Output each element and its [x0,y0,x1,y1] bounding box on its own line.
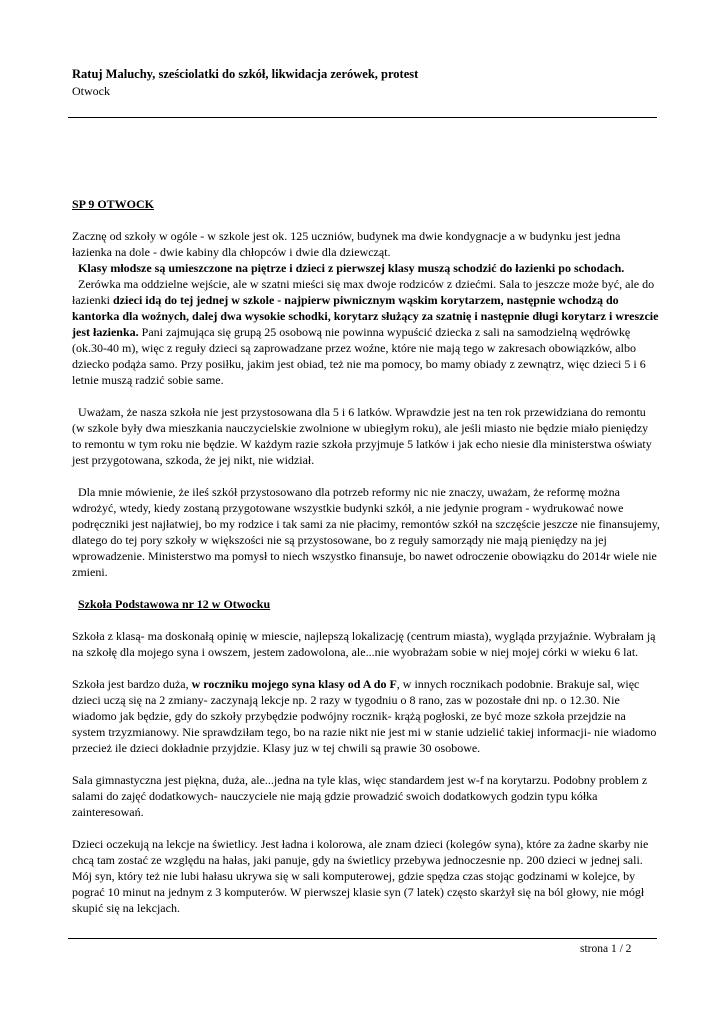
section2-heading: Szkoła Podstawowa nr 12 w Otwocku [78,597,271,611]
section-heading [72,596,660,612]
document-title: Ratuj Maluchy, sześciolatki do szkół, likwidacja zerówek, protest [72,67,419,81]
section-heading [72,196,660,212]
page-number: strona 1 / 2 [580,943,632,955]
paragraph-text: Dzieci oczekują na lekcje na świetlicy. Jest ładna i kolorowa, ale znam dzieci (kolegów syna), które za żadne skarby nie chcą tam zostać ze względu na hałas, jaki panuje, gdy na świetlicy przebywa jednoczesnie np. 200 dzieci w jednej sali. Mój syn, który też nie lubi hałasu ukrywa się w sali komputerowej, gdzie spędza czas stojąc godzinami w kolejce, by pograć 10 minut na jednym z 3 komputerów. W pierwszej klasie syn (7 latek) często skarżył się na ból głowy, nie mógł skupić się na lekcjach. [72,837,649,915]
paragraph [72,228,660,388]
paragraph-text: , w innych rocznikach podobnie. Brakuje sal, więc dzieci uczą się na 2 zmiany- zaczynają lekcje np. 2 razy w tygodniu o 8 rano, zas w pozostałe dni np. o 12.30. Nie wiadomo jak będzie, gdy do szkoły przybędzie podwójny rocznik- krążą pogłoski, ze być moze szkoła przejdzie na system trzyzmianowy. Nie sprawdziłam tego, bo na razie nikt nie jest mi w stanie udzielić takiej informacji- nie wiadomo przecież ile dzieci dokładnie przyjdzie. Klasy juz w tej chwili są prawie 30 osobowe. [72,677,657,755]
paragraph [72,484,660,580]
paragraph-text: Sala gimnastyczna jest piękna, duża, ale...jedna na tyle klas, więc standardem jest w-f na korytarzu. Podobny problem z salami do zajęć dodatkowych- nauczyciele nie mają gdzie prowadzić swoich dodatkowych godzin typu kółka zainteresowań. [72,773,648,819]
paragraph [72,404,660,468]
paragraph-text: Dla mnie mówienie, że ileś szkół przystosowano dla potrzeb reformy nic nie znaczy, uważam, że reformę można wdrożyć, wtedy, kiedy zostaną przygotowane wszystkie budynki szkół, a nie jedynie program - wydrukować nowe podręczniki jest najłatwiej, bo my rodzice i tak sami za nie płacimy, remontów szkół na szczęście jeszcze nie finansujemy, dlatego do tej pory szkoły w większości nie są przystosowane, bo z reguły samorządy nie mają pieniędzy na jej wprowadzenie. Ministerstwo ma pomysł to niech wszystko finansuje, bo nawet odroczenie obowiązku do 2014r wiele nie zmieni. [72,485,660,579]
article-body [72,196,660,932]
paragraph-bold-text: w roczniku mojego syna klasy od A do F [191,677,397,691]
paragraph [72,628,660,660]
footer-divider [68,938,657,939]
paragraph [72,676,660,756]
document-subtitle: Otwock [72,84,110,98]
section1-heading: SP 9 OTWOCK [72,197,155,211]
paragraph-text: Szkoła jest bardzo duża, [72,677,189,691]
paragraph [72,836,660,916]
paragraph-text: Zacznę od szkoły w ogóle - w szkole jest ok. 125 uczniów, budynek ma dwie kondygnacje a w budynku jest jedna łazienka na dole - dwie kabiny dla chłopców i dwie dla dziewcząt. [72,229,621,259]
paragraph-text: Zerówka ma oddzielne wejście, ale w szatni mieści się max dwoje rodziców z dziećmi. Sala to jeszcze może być, ale do łazienki [72,277,655,307]
paragraph-text: Szkoła z klasą- ma doskonałą opinię w miescie, najlepszą lokalizację (centrum miasta), wygląda przyjaźnie. Wybrałam ją na szkołę dla mojego syna i owszem, jestem zadowolona, ale...nie wyobrażam sobie w niej mojej córki w wieku 6 lat. [72,629,656,659]
paragraph-text: Pani zajmująca się grupą 25 osobową nie powinna wypuścić dziecka z sali na samodzielną wędrówkę (ok.30-40 m), więc z reguły dzieci są zaprowadzane przez woźne, które nie mają tego w zakresach obowiązków, albo dziecko podąża samo. Przy posiłku, jakim jest obiad, też nie ma pomocy, bo mamy obiady z zewnątrz, więc dzieci 5 i 6 letnie muszą radzić sobie same. [72,325,646,387]
paragraph-bold-text: Klasy młodsze są umieszczone na piętrze i dzieci z pierwszej klasy muszą schodzić do łazienki po schodach. [78,261,625,275]
header-divider [68,117,657,118]
paragraph [72,772,660,820]
paragraph-bold-text: dzieci idą do tej jednej w szkole - najpierw piwnicznym wąskim korytarzem, następnie wchodzą do kantorka dla woźnych, dalej dwa wysokie schodki, korytarz służący za szatnię i następnie długi korytarz i wreszcie jest łazienka. [72,293,659,339]
paragraph-text: Uważam, że nasza szkoła nie jest przystosowana dla 5 i 6 latków. Wprawdzie jest na ten rok przewidziana do remontu (w szkole były dwa mieszkania nauczycielskie zwolnione w ubiegłym roku), ale jeśli miasto nie będzie miało pieniędzy to remontu w tym roku nie będzie. W każdym razie szkoła przyjmuje 5 latków i jak echo niesie dla ministerstwa oświaty jest przygotowana, szkoda, że jej nikt, nie widział. [72,405,652,467]
